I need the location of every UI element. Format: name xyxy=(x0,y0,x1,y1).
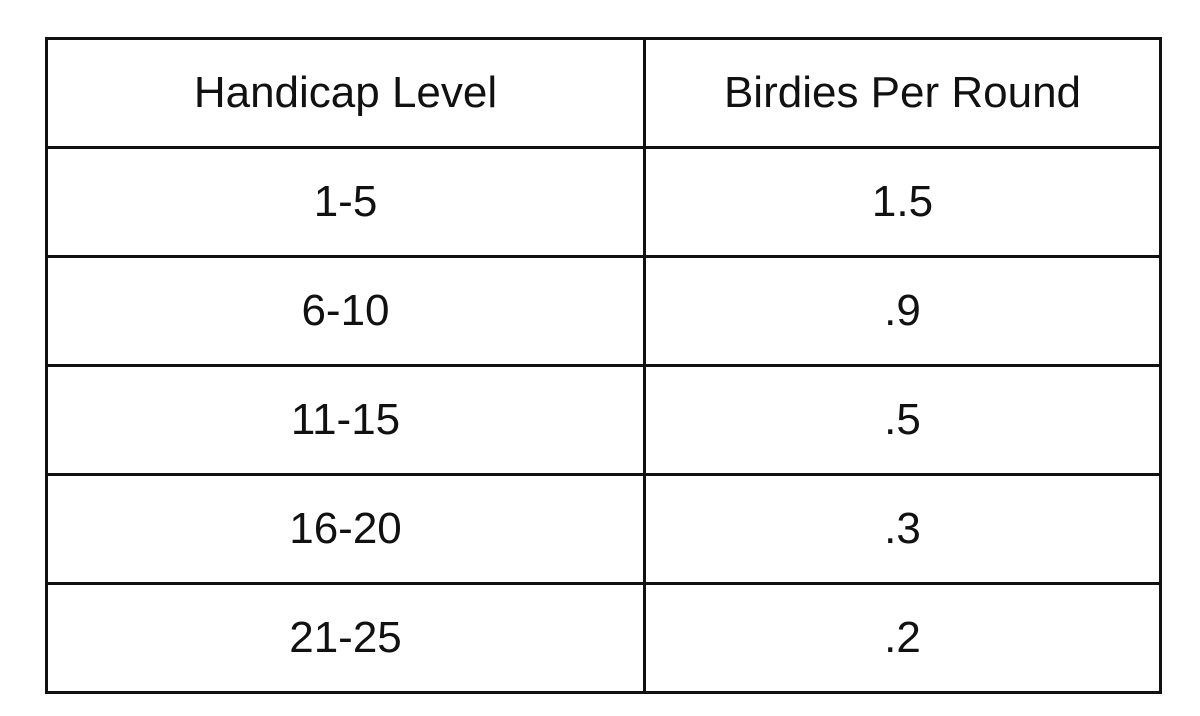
table-row xyxy=(47,584,1161,693)
header-birdies-per-round: Birdies Per Round xyxy=(645,39,1161,148)
birdies-table-container xyxy=(45,37,1159,675)
header-handicap-level: Handicap Level xyxy=(47,39,645,148)
table-row xyxy=(47,148,1161,257)
birdies-per-round-cell: .3 xyxy=(645,475,1161,584)
birdies-per-round-table xyxy=(45,37,1162,694)
handicap-level-cell: 11-15 xyxy=(47,366,645,475)
handicap-level-cell: 6-10 xyxy=(47,257,645,366)
birdies-per-round-cell: .9 xyxy=(645,257,1161,366)
birdies-per-round-cell: .2 xyxy=(645,584,1161,693)
birdies-per-round-cell: .5 xyxy=(645,366,1161,475)
handicap-level-cell: 1-5 xyxy=(47,148,645,257)
table-row xyxy=(47,366,1161,475)
table-header-row xyxy=(47,39,1161,148)
handicap-level-cell: 16-20 xyxy=(47,475,645,584)
table-row xyxy=(47,257,1161,366)
handicap-level-cell: 21-25 xyxy=(47,584,645,693)
birdies-per-round-cell: 1.5 xyxy=(645,148,1161,257)
table-row xyxy=(47,475,1161,584)
